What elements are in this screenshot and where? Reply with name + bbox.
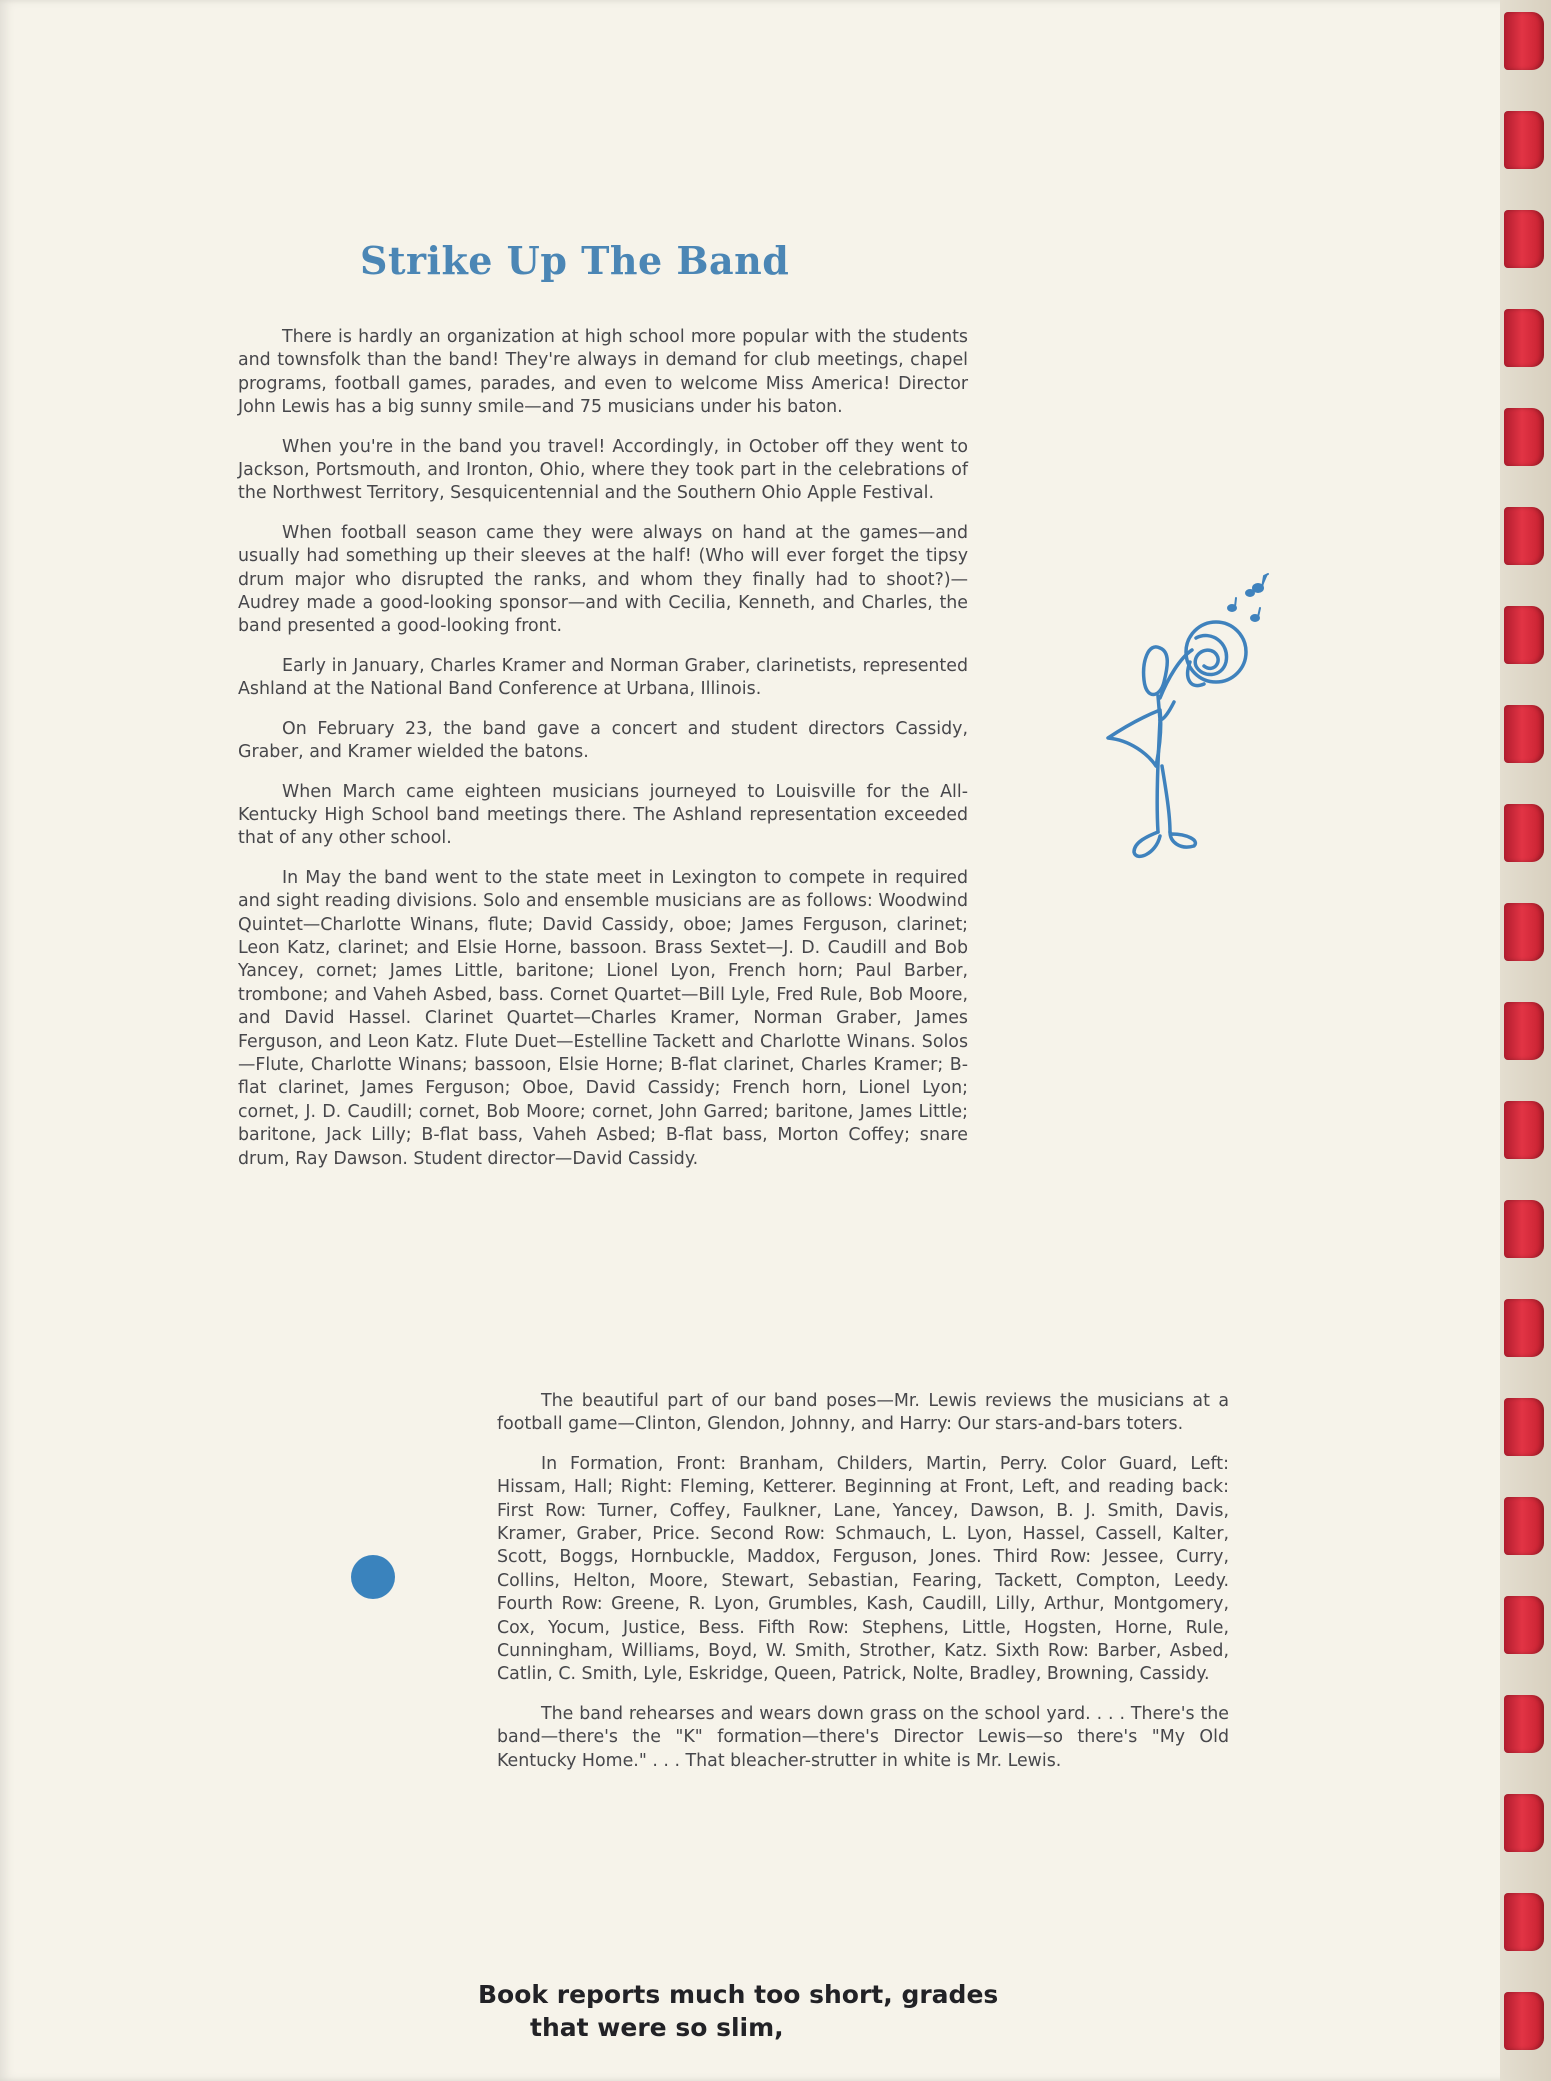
binding-ring <box>1504 1002 1544 1060</box>
blue-dot-icon <box>351 1555 395 1599</box>
spiral-binding <box>1500 0 1551 2081</box>
article-paragraph: When football season came they were always on hand at the games—and usually had something up their sleeves at the half! (Who will ever forget the tipsy drum major who disrupted the ranks, and whom they finally had to shoot?)—Audrey made a good-looking sponsor—and with Cecilia, Kenneth, and Charles, the band presented a good-looking front. <box>238 522 968 637</box>
caption-paragraph: In Formation, Front: Branham, Childers, Martin, Perry. Color Guard, Left: Hissam, Hall; Right: Fleming, Ketterer. Beginning at Front, Left, and reading back: First Row: Turner, Coffey, Faulkner, Lane, Yancey, Dawson, B. J. Smith, Davis, Kramer, Graber, Price. Second Row: Schmauch, L. Lyon, Hassel, Cassell, Kalter, Scott, Boggs, Hornbuckle, Maddox, Ferguson, Jones. Third Row: Jessee, Curry, Collins, Helton, Moore, Stewart, Sebastian, Fearing, Tackett, Compton, Leedy. Fourth Row: Greene, R. Lyon, Grumbles, Kash, Caudill, Lilly, Arthur, Montgomery, Cox, Yocum, Justice, Bess. Fifth Row: Stephens, Little, Hogsten, Horne, Rule, Cunningham, Williams, Boyd, W. Smith, Strother, Katz. Sixth Row: Barber, Asbed, Catlin, C. Smith, Lyle, Eskridge, Queen, Patrick, Nolte, Bradley, Browning, Cassidy. <box>497 1453 1229 1685</box>
binding-ring <box>1504 408 1544 466</box>
binding-ring <box>1504 1200 1544 1258</box>
binding-ring <box>1504 1299 1544 1357</box>
french-horn-player-drawing-icon <box>1100 570 1270 880</box>
caption-paragraph: The beautiful part of our band poses—Mr. Lewis reviews the musicians at a football game—Clinton, Glendon, Johnny, and Harry: Our stars-and-bars toters. <box>497 1391 1229 1435</box>
poem-verse <box>478 1978 1018 2044</box>
caption-paragraph: The band rehearses and wears down grass on the school yard. . . . There's the band—there's the "K" formation—there's Director Lewis—so there's "My Old Kentucky Home." . . . That bleacher-strutter in white is Mr. Lewis. <box>497 1703 1229 1771</box>
photo-captions <box>497 1390 1229 1789</box>
poem-line: that were so slim, <box>530 2013 784 2042</box>
binding-ring <box>1504 705 1544 763</box>
article-body <box>238 326 968 1187</box>
binding-ring <box>1504 903 1544 961</box>
binding-ring <box>1504 1794 1544 1852</box>
binding-ring <box>1504 309 1544 367</box>
binding-ring <box>1504 1695 1544 1753</box>
article-paragraph: There is hardly an organization at high school more popular with the students and townsfolk than the band! They're always in demand for club meetings, chapel programs, football games, parades, and even to welcome Miss America! Director John Lewis has a big sunny smile—and 75 musicians under his baton. <box>238 327 968 418</box>
article-paragraph: In May the band went to the state meet in Lexington to compete in required and sight reading divisions. Solo and ensemble musicians are as follows: Woodwind Quintet—Charlotte Winans, flute; David Cassidy, oboe; James Ferguson, clarinet; Leon Katz, clarinet; and Elsie Horne, bassoon. Brass Sextet—J. D. Caudill and Bob Yancey, cornet; James Little, baritone; Lionel Lyon, French horn; Paul Barber, trombone; and Vaheh Asbed, bass. Cornet Quartet—Bill Lyle, Fred Rule, Bob Moore, and David Hassel. Clarinet Quartet—Charles Kramer, Norman Graber, James Ferguson, and Leon Katz. Flute Duet—Estelline Tackett and Charlotte Winans. Solos—Flute, Charlotte Winans; bassoon, Elsie Horne; B-flat clarinet, Charles Kramer; B-flat clarinet, James Ferguson; Oboe, David Cassidy; French horn, Lionel Lyon; cornet, J. D. Caudill; cornet, Bob Moore; cornet, John Garred; baritone, James Little; baritone, Jack Lilly; B-flat bass, Vaheh Asbed; B-flat bass, Morton Coffey; snare drum, Ray Dawson. Student director—David Cassidy. <box>238 867 968 1169</box>
binding-ring <box>1504 1596 1544 1654</box>
binding-ring <box>1504 1992 1544 2050</box>
binding-ring <box>1504 210 1544 268</box>
article-paragraph: On February 23, the band gave a concert and student directors Cassidy, Graber, and Kramer wielded the batons. <box>238 718 968 763</box>
binding-ring <box>1504 507 1544 565</box>
binding-ring <box>1504 606 1544 664</box>
poem-line: Book reports much too short, grades <box>478 1980 999 2009</box>
binding-ring <box>1504 1101 1544 1159</box>
binding-ring <box>1504 1398 1544 1456</box>
binding-ring <box>1504 804 1544 862</box>
binding-ring <box>1504 1497 1544 1555</box>
page-title: Strike Up The Band <box>360 238 790 283</box>
article-paragraph: When March came eighteen musicians journeyed to Louisville for the All-Kentucky High School band meetings there. The Ashland representation exceeded that of any other school. <box>238 781 968 849</box>
article-paragraph: Early in January, Charles Kramer and Norman Graber, clarinetists, represented Ashland at the National Band Conference at Urbana, Illinois. <box>238 655 968 700</box>
binding-ring <box>1504 1893 1544 1951</box>
music-notes-icon <box>1228 574 1268 621</box>
article-paragraph: When you're in the band you travel! Accordingly, in October off they went to Jackson, Portsmouth, and Ironton, Ohio, where they took part in the celebrations of the Northwest Territory, Sesquicentennial and the Southern Ohio Apple Festival. <box>238 436 968 504</box>
binding-ring <box>1504 111 1544 169</box>
binding-ring <box>1504 12 1544 70</box>
